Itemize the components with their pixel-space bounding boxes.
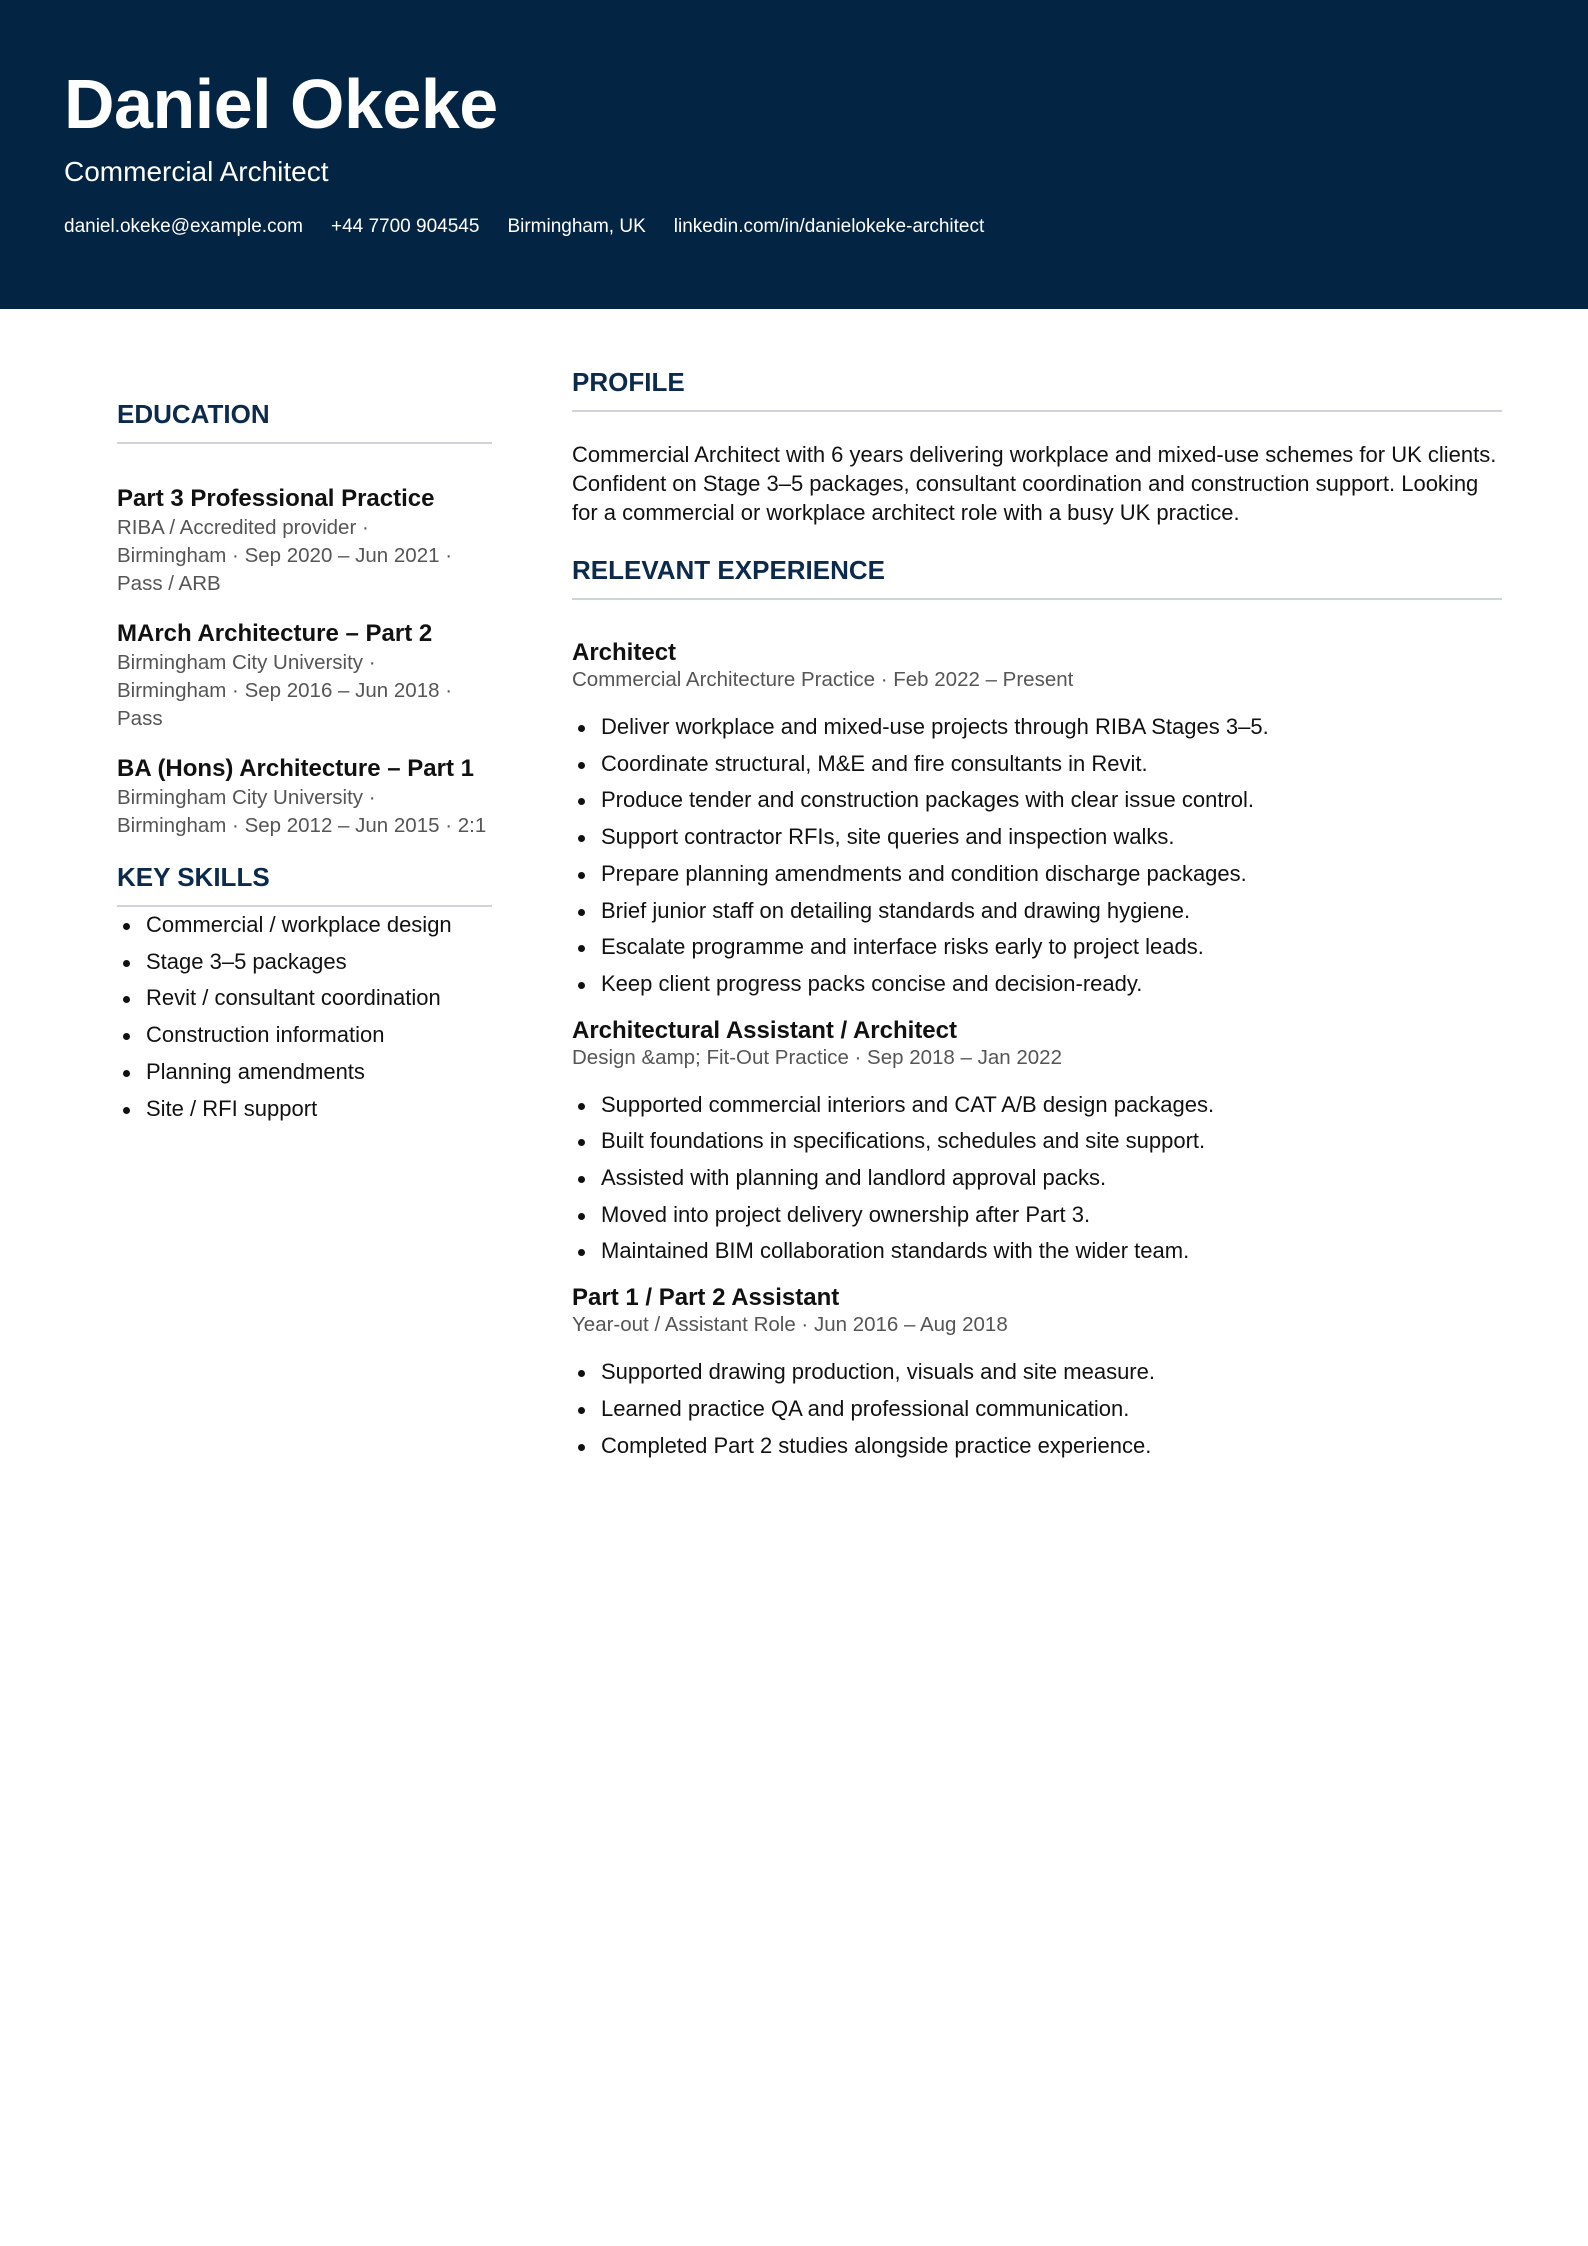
job-entry	[572, 1284, 1502, 1464]
left-column	[117, 398, 492, 1127]
experience-heading: RELEVANT EXPERIENCE	[572, 555, 886, 585]
education-item	[117, 619, 492, 733]
job-bullets	[572, 1087, 1502, 1271]
education-meta: Birmingham City University ·	[117, 651, 376, 674]
job-bullet: Built foundations in specifications, schedules and site support.	[572, 1123, 1502, 1160]
job-title: Architectural Assistant / Architect	[572, 1016, 957, 1044]
job-bullet: Learned practice QA and professional communication.	[572, 1391, 1502, 1428]
job-bullet: Assisted with planning and landlord approval packs.	[572, 1160, 1502, 1197]
skill-item: Commercial / workplace design	[117, 907, 492, 944]
job-bullet: Support contractor RFIs, site queries and inspection walks.	[572, 819, 1502, 856]
experience-list	[572, 639, 1502, 1464]
education-item	[117, 484, 492, 598]
job-bullet: Coordinate structural, M&E and fire consultants in Revit.	[572, 746, 1502, 783]
profile-heading: PROFILE	[572, 367, 685, 397]
job-entry	[572, 639, 1502, 1003]
education-section	[117, 398, 492, 840]
education-meta: Birmingham · Sep 2020 – Jun 2021 ·	[117, 544, 453, 567]
experience-section	[572, 554, 1502, 1464]
education-title: MArch Architecture – Part 2	[117, 620, 433, 647]
education-meta: Birmingham · Sep 2016 – Jun 2018 ·	[117, 679, 453, 702]
education-title: Part 3 Professional Practice	[117, 485, 435, 512]
education-meta: Birmingham City University ·	[117, 786, 376, 809]
candidate-name: Daniel Okeke	[64, 65, 498, 143]
education-meta: RIBA / Accredited provider ·	[117, 516, 369, 539]
job-bullet: Escalate programme and interface risks early to project leads.	[572, 929, 1502, 966]
candidate-title: Commercial Architect	[64, 156, 329, 187]
education-meta: Pass / ARB	[117, 572, 221, 595]
contact-email: daniel.okeke@example.com	[64, 216, 303, 237]
job-title: Part 1 / Part 2 Assistant	[572, 1284, 840, 1312]
education-heading: EDUCATION	[117, 399, 270, 429]
job-meta: Design &amp; Fit-Out Practice · Sep 2018 – Jan 2022	[572, 1045, 1062, 1069]
skills-list	[117, 907, 492, 1127]
job-bullet: Prepare planning amendments and condition discharge packages.	[572, 856, 1502, 893]
resume-header	[0, 0, 1588, 309]
education-list	[117, 484, 492, 840]
job-bullet: Supported commercial interiors and CAT A/B design packages.	[572, 1087, 1502, 1124]
skill-item: Stage 3–5 packages	[117, 944, 492, 981]
contact-location: Birmingham, UK	[507, 216, 646, 237]
skills-section	[117, 861, 492, 1127]
contact-line	[64, 214, 984, 240]
skills-heading: KEY SKILLS	[117, 862, 270, 892]
job-meta: Year-out / Assistant Role · Jun 2016 – Aug 2018	[572, 1313, 1008, 1337]
education-meta: Pass	[117, 707, 163, 730]
contact-linkedin: linkedin.com/in/danielokeke-architect	[673, 216, 985, 237]
job-title: Architect	[572, 639, 677, 666]
skill-item: Construction information	[117, 1017, 492, 1054]
job-bullets	[572, 1354, 1502, 1464]
right-column	[572, 366, 1502, 1478]
job-entry	[572, 1017, 1502, 1271]
section-divider	[572, 598, 1502, 600]
profile-summary: Commercial Architect with 6 years delivering workplace and mixed-use schemes for UK clients. Confident on Stage 3–5 packages, consultant coordination and construction support. Looking for a commercial or workplace architect role with a busy UK practice.	[572, 442, 1497, 525]
education-meta: Birmingham · Sep 2012 – Jun 2015 · 2:1	[117, 814, 487, 837]
job-bullet: Deliver workplace and mixed-use projects through RIBA Stages 3–5.	[572, 709, 1502, 746]
job-bullet: Brief junior staff on detailing standards and drawing hygiene.	[572, 893, 1502, 930]
job-bullet: Maintained BIM collaboration standards with the wider team.	[572, 1233, 1502, 1270]
section-divider	[572, 410, 1502, 412]
contact-phone: +44 7700 904545	[330, 216, 480, 237]
job-bullet: Keep client progress packs concise and decision-ready.	[572, 966, 1502, 1003]
job-meta: Commercial Architecture Practice · Feb 2022 – Present	[572, 668, 1074, 691]
skill-item: Site / RFI support	[117, 1091, 492, 1128]
job-bullet: Produce tender and construction packages with clear issue control.	[572, 782, 1502, 819]
job-bullets	[572, 709, 1502, 1003]
skill-item: Revit / consultant coordination	[117, 980, 492, 1017]
education-title: BA (Hons) Architecture – Part 1	[117, 755, 474, 782]
job-bullet: Completed Part 2 studies alongside practice experience.	[572, 1428, 1502, 1465]
job-bullet: Moved into project delivery ownership after Part 3.	[572, 1197, 1502, 1234]
profile-section	[572, 366, 1502, 527]
education-item	[117, 754, 492, 840]
section-divider	[117, 442, 492, 444]
job-bullet: Supported drawing production, visuals and site measure.	[572, 1354, 1502, 1391]
skill-item: Planning amendments	[117, 1054, 492, 1091]
